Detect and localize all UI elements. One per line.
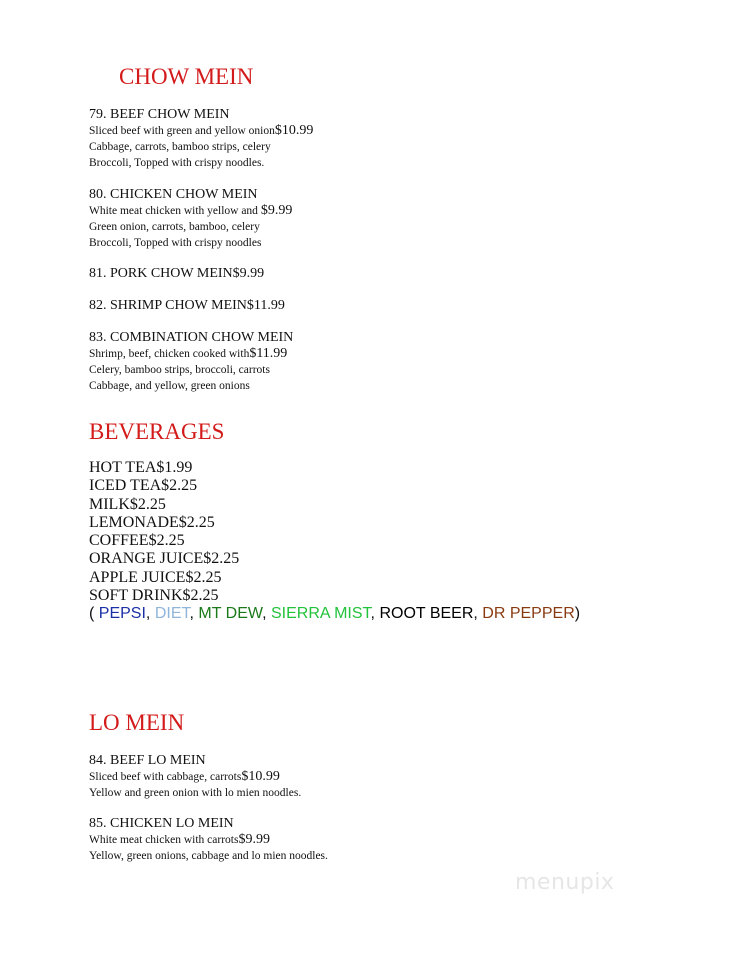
soda-pepsi: PEPSI — [98, 605, 146, 623]
item-desc-line: Yellow and green onion with lo mien noodles. — [89, 787, 302, 799]
item-price: $10.99 — [241, 769, 280, 784]
soda-dr-pepper: DR PEPPER — [482, 605, 575, 623]
beverage-list — [89, 459, 580, 624]
soda-diet: DIET — [154, 605, 190, 623]
item-desc-line: Green onion, carrots, bamboo, celery — [89, 221, 260, 233]
beverage-item: LEMONADE$2.25 — [89, 513, 215, 531]
beverage-item: HOT TEA$1.99 — [89, 459, 193, 476]
menu-item-83 — [89, 329, 293, 394]
beverage-item: MILK$2.25 — [89, 495, 166, 513]
beverage-item: ORANGE JUICE$2.25 — [89, 550, 240, 568]
soda-root-beer: ROOT BEER — [379, 605, 474, 623]
menu-item-84 — [89, 752, 301, 801]
beverage-item: ICED TEA$2.25 — [89, 477, 198, 495]
soda-sierra-mist: SIERRA MIST — [270, 605, 371, 623]
section-heading-lo-mein: LO MEIN — [89, 710, 185, 735]
item-desc-line: Sliced beef with cabbage, carrots$10.99 — [89, 769, 280, 784]
item-title: 84. BEEF LO MEIN — [89, 753, 206, 768]
item-desc-line: Shrimp, beef, chicken cooked with$11.99 — [89, 346, 288, 361]
menupix-watermark: menupix — [515, 870, 615, 895]
beverage-item: COFFEE$2.25 — [89, 532, 185, 550]
menu-item-79 — [89, 106, 313, 171]
menu-item-81: 81. PORK CHOW MEIN$9.99 — [89, 266, 265, 281]
section-heading-chow-mein: CHOW MEIN — [119, 64, 254, 89]
item-price: $9.99 — [232, 266, 265, 281]
soda-mt-dew: MT DEW — [198, 605, 263, 623]
item-title: 79. BEEF CHOW MEIN — [89, 107, 230, 122]
menu-item-85 — [89, 815, 328, 864]
item-price: $11.99 — [249, 346, 288, 361]
item-desc-line: White meat chicken with carrots$9.99 — [89, 832, 270, 847]
beverage-item: SOFT DRINK$2.25 — [89, 587, 219, 605]
item-price: $9.99 — [238, 832, 270, 847]
item-desc-line: Cabbage, and yellow, green onions — [89, 380, 250, 392]
menu-item-82: 82. SHRIMP CHOW MEIN$11.99 — [89, 298, 285, 313]
item-desc-line: Celery, bamboo strips, broccoli, carrots — [89, 364, 270, 376]
item-desc-line: Sliced beef with green and yellow onion$10.99 — [89, 123, 314, 138]
item-price: $10.99 — [274, 123, 314, 138]
item-title: 85. CHICKEN LO MEIN — [89, 816, 234, 831]
soda-options: ( PEPSI, DIET, MT DEW, SIERRA MIST, ROOT BEER, DR PEPPER) — [89, 605, 581, 623]
item-price: $11.99 — [246, 298, 285, 313]
item-desc-line: White meat chicken with yellow and $9.99 — [89, 203, 293, 218]
item-price: $9.99 — [260, 203, 293, 218]
item-desc-line: Yellow, green onions, cabbage and lo mien noodles. — [89, 850, 328, 862]
menu-item-80 — [89, 186, 292, 251]
item-desc-line: Cabbage, carrots, bamboo strips, celery — [89, 141, 271, 153]
item-title: 83. COMBINATION CHOW MEIN — [89, 330, 294, 345]
beverage-item: APPLE JUICE$2.25 — [89, 568, 222, 586]
item-desc-line: Broccoli, Topped with crispy noodles. — [89, 157, 265, 169]
section-heading-beverages: BEVERAGES — [89, 419, 225, 444]
item-desc-line: Broccoli, Topped with crispy noodles — [89, 237, 262, 249]
item-title: 80. CHICKEN CHOW MEIN — [89, 187, 258, 202]
